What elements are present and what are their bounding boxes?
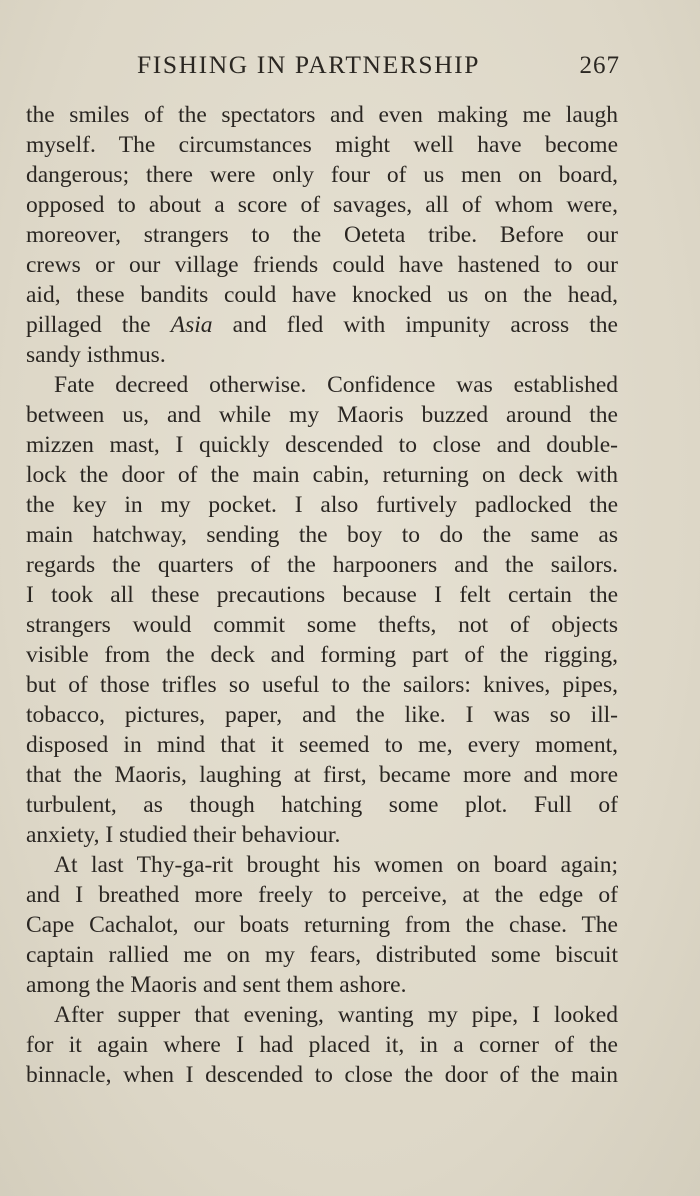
text-line: dangerous; there were only four of us men on board, — [26, 162, 618, 188]
text-line: I took all these precautions because I felt certain the — [26, 582, 618, 608]
text-line: that the Maoris, laughing at first, became more and more — [26, 762, 618, 788]
page-header — [26, 50, 620, 84]
text-line: moreover, strangers to the Oeteta tribe. Before our — [26, 222, 618, 248]
text-line: crews or our village friends could have hastened to our — [26, 252, 618, 278]
paragraph-start-line: At last Thy-ga-rit brought his women on board again; — [54, 852, 618, 878]
text-line: regards the quarters of the harpooners and the sailors. — [26, 552, 618, 578]
text-line: but of those trifles so useful to the sailors: knives, pipes, — [26, 672, 618, 698]
text-line: Cape Cachalot, our boats returning from the chase. The — [26, 912, 618, 938]
paragraph-start-line: After supper that evening, wanting my pipe, I looked — [54, 1002, 618, 1028]
paragraph-start-line: Fate decreed otherwise. Confidence was established — [54, 372, 618, 398]
text-fragment: and fled with impunity across the — [232, 312, 618, 338]
text-line: myself. The circumstances might well have become — [26, 132, 618, 158]
text-line: binnacle, when I descended to close the door of the main — [26, 1062, 618, 1088]
text-line: anxiety, I studied their behaviour. — [26, 822, 341, 848]
text-line: captain rallied me on my fears, distributed some biscuit — [26, 942, 618, 968]
text-line: between us, and while my Maoris buzzed around the — [26, 402, 618, 428]
text-line: disposed in mind that it seemed to me, every moment, — [26, 732, 618, 758]
text-line: and I breathed more freely to perceive, at the edge of — [26, 882, 618, 908]
text-line: strangers would commit some thefts, not of objects — [26, 612, 618, 638]
text-line: lock the door of the main cabin, returning on deck with — [26, 462, 618, 488]
body-text — [26, 100, 618, 1090]
text-line: turbulent, as though hatching some plot. Full of — [26, 792, 618, 818]
page-number: 267 — [579, 52, 620, 79]
text-line: opposed to about a score of savages, all of whom were, — [26, 192, 618, 218]
text-line: for it again where I had placed it, in a corner of the — [26, 1032, 618, 1058]
text-line: sandy isthmus. — [26, 342, 166, 368]
text-line-with-ship-name — [26, 310, 618, 340]
text-line: among the Maoris and sent them ashore. — [26, 972, 407, 998]
text-line: main hatchway, sending the boy to do the same as — [26, 522, 618, 548]
text-line: visible from the deck and forming part of the rigging, — [26, 642, 618, 668]
text-line: tobacco, pictures, paper, and the like. I was so ill- — [26, 702, 618, 728]
ship-name: Asia — [170, 312, 213, 338]
text-fragment: pillaged the — [26, 312, 151, 338]
running-head: FISHING IN PARTNERSHIP — [137, 50, 481, 79]
text-line: mizzen mast, I quickly descended to close and double- — [26, 432, 618, 458]
text-line: the key in my pocket. I also furtively padlocked the — [26, 492, 618, 518]
text-line: aid, these bandits could have knocked us on the head, — [26, 282, 618, 308]
text-line: the smiles of the spectators and even making me laugh — [26, 102, 618, 128]
